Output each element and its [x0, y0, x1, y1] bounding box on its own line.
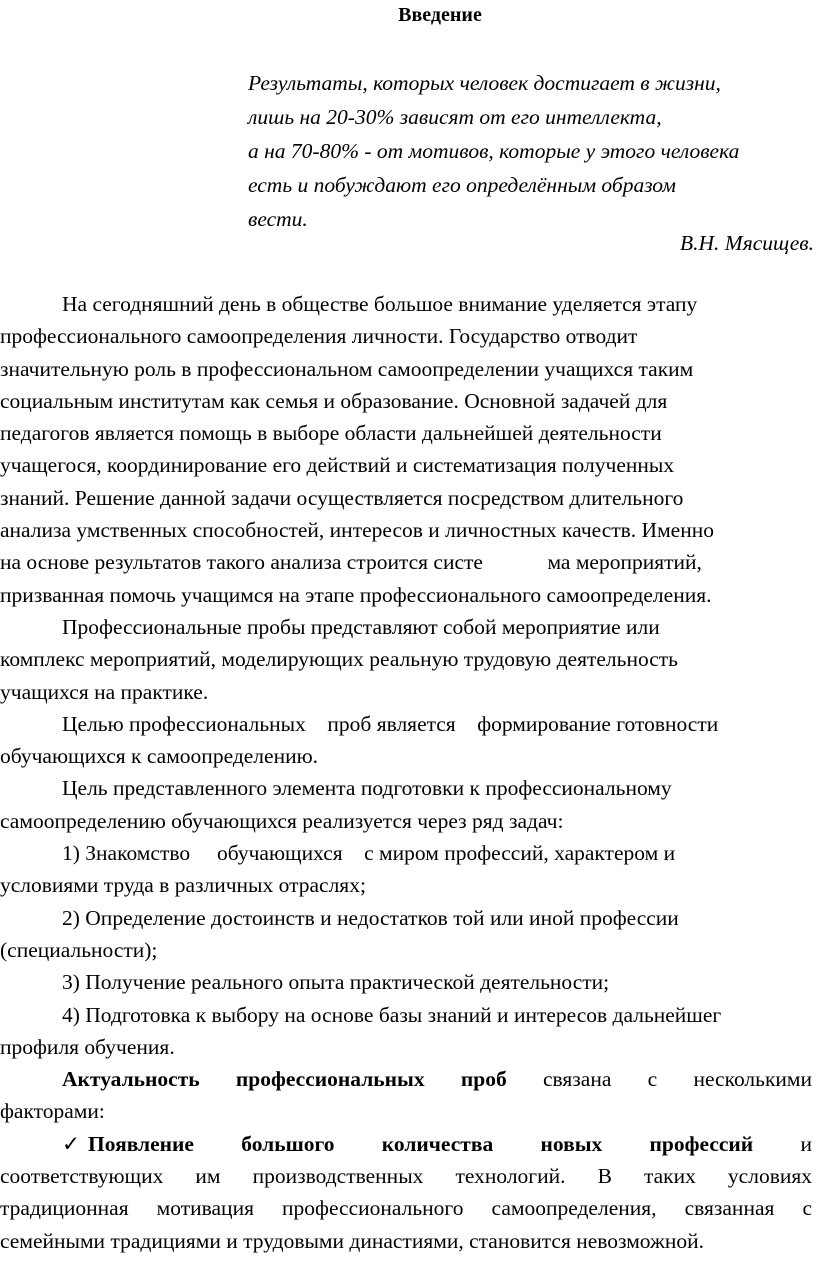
text-line: анализа умственных способностей, интересов и личностных качеств. Именно	[0, 518, 714, 543]
epigraph-line: есть и побуждают его определённым образом	[248, 173, 676, 197]
text-line: комплекс мероприятий, моделирующих реальную трудовую деятельность	[0, 647, 678, 672]
epigraph-line: лишь на 20-30% зависят от его интеллекта,	[248, 105, 662, 129]
text-line: педагогов является помощь в выборе области дальнейшей деятельности	[0, 421, 662, 446]
epigraph-author: В.Н. Мясищев.	[680, 231, 814, 255]
text-fragment: и	[800, 1131, 812, 1156]
text-line: на основе результатов такого анализа строится систе ма мероприятий,	[0, 550, 702, 575]
relevance-heading: Актуальность профессиональных проб	[62, 1067, 507, 1092]
text-line: семейными традициями и трудовыми династиями, становится невозможной.	[0, 1228, 705, 1253]
text-line: профиля обучения.	[0, 1034, 175, 1059]
text-line: учащегося, координирование его действий и систематизация полученных	[0, 453, 675, 478]
text-fragment: связана с несколькими	[543, 1067, 813, 1092]
text-line: Цель представленного элемента подготовки к профессиональному	[62, 776, 672, 801]
text-line: знаний. Решение данной задачи осуществляется посредством длительного	[0, 485, 684, 510]
text-line: 3) Получение реального опыта практической деятельности;	[62, 970, 610, 995]
bullet-heading: Появление большого количества новых профессий	[88, 1131, 754, 1156]
text-line: 4) Подготовка к выбору на основе базы знаний и интересов дальнейшег	[62, 1002, 722, 1027]
text-line	[0, 1128, 812, 1160]
paragraph-tasks-intro	[0, 772, 812, 837]
text-line: соответствующих им производственных технологий. В таких условиях	[0, 1164, 812, 1189]
text-line: Целью профессиональных проб является формирование готовности	[62, 711, 719, 736]
text-line: На сегодняшний день в обществе большое внимание уделяется этапу	[62, 292, 698, 316]
text-line: учащихся на практике.	[0, 679, 209, 704]
text-line: обучающихся к самоопределению.	[0, 744, 319, 769]
task-item-4	[0, 999, 812, 1064]
text-line: 2) Определение достоинств и недостатков той или иной профессии	[62, 905, 679, 930]
text-line: профессионального самоопределения личности. Государство отводит	[0, 324, 638, 349]
epigraph-line: Результаты, которых человек достигает в жизни,	[248, 71, 721, 95]
bullet-item	[0, 1128, 812, 1257]
text-line: условиями труда в различных отраслях;	[0, 873, 366, 898]
checkmark-icon: ✓	[62, 1131, 81, 1156]
body-text	[0, 288, 812, 1257]
text-line: значительную роль в профессиональном самоопределении учащихся таким	[0, 356, 694, 381]
paragraph-goal	[0, 708, 812, 773]
paragraph-relevance	[0, 1063, 812, 1128]
text-line: факторами:	[0, 1099, 105, 1124]
paragraph-intro	[0, 288, 812, 611]
text-line: 1) Знакомство обучающихся с миром профессий, характером и	[62, 841, 676, 866]
paragraph-definition	[0, 611, 812, 708]
task-item-2	[0, 902, 812, 967]
page-title: Введение	[398, 4, 482, 26]
epigraph-line: а на 70-80% - от мотивов, которые у этого человека	[248, 139, 740, 163]
task-item-3	[0, 966, 812, 998]
epigraph	[248, 66, 814, 236]
text-line: социальным институтам как семья и образование. Основной задачей для	[0, 388, 668, 413]
text-line: традиционная мотивация профессионального самоопределения, связанная с	[0, 1196, 812, 1221]
text-line: Профессиональные пробы представляют собой мероприятие или	[62, 614, 660, 639]
text-line: (специальности);	[0, 937, 158, 962]
text-line: призванная помочь учащимся на этапе профессионального самоопределения.	[0, 582, 712, 607]
task-item-1	[0, 837, 812, 902]
text-line: самоопределению обучающихся реализуется через ряд задач:	[0, 808, 564, 833]
epigraph-line: вести.	[248, 207, 308, 231]
text-line	[0, 1063, 812, 1095]
